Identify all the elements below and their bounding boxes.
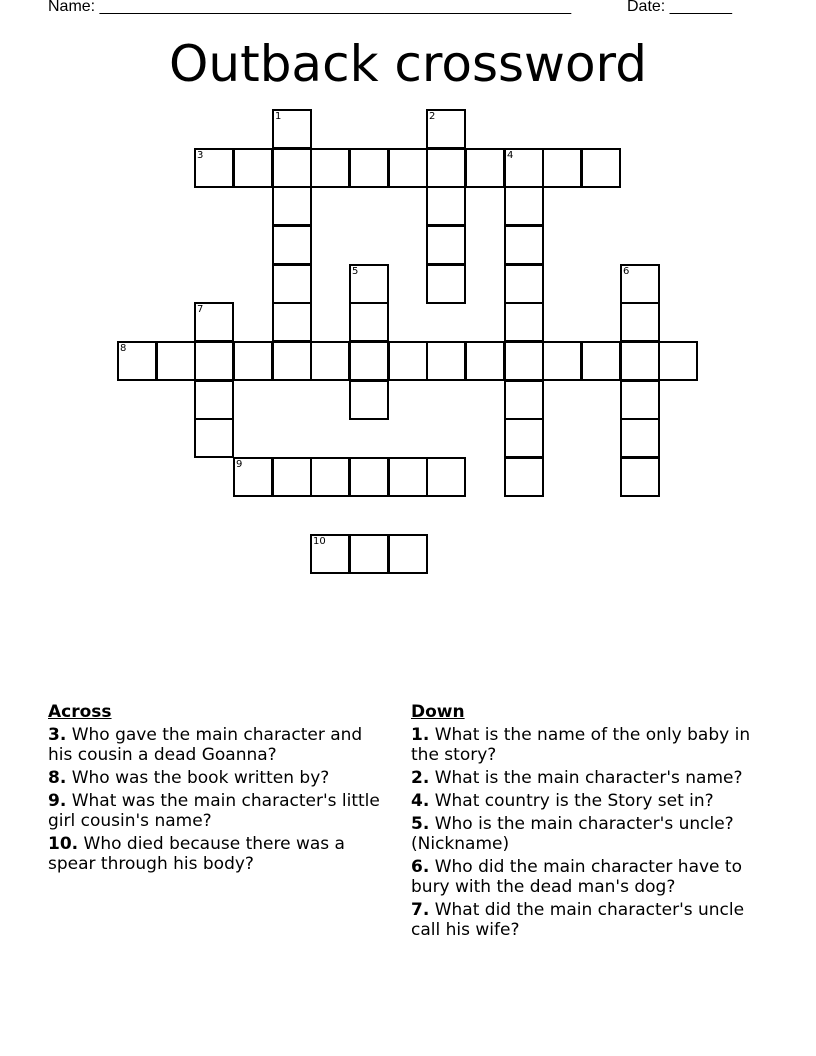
- clue-item-text: Who is the main character's uncle? (Nickname): [411, 814, 734, 854]
- grid-cell[interactable]: [388, 457, 428, 497]
- grid-cell[interactable]: [310, 457, 350, 497]
- grid-cell[interactable]: [426, 109, 466, 149]
- grid-cell[interactable]: [620, 418, 660, 458]
- clue-number: 7: [197, 304, 204, 315]
- clue-item: [48, 768, 383, 788]
- grid-cell[interactable]: [349, 341, 389, 381]
- grid-cell[interactable]: [117, 341, 157, 381]
- grid-cell[interactable]: [504, 186, 544, 226]
- clue-number: 9: [236, 459, 243, 470]
- clue-number: 8: [120, 343, 127, 354]
- grid-cell[interactable]: [658, 341, 698, 381]
- grid-cell[interactable]: [156, 341, 196, 381]
- grid-cell[interactable]: [426, 186, 466, 226]
- grid-cell[interactable]: [233, 341, 273, 381]
- clue-number: 1: [275, 111, 282, 122]
- clue-number: 3: [197, 150, 204, 161]
- grid-cell[interactable]: [465, 148, 505, 188]
- grid-cell[interactable]: [194, 341, 234, 381]
- clue-item-number: 1.: [411, 725, 430, 745]
- clue-item: [411, 791, 756, 811]
- grid-cell[interactable]: [349, 457, 389, 497]
- down-clues: [411, 702, 756, 943]
- grid-cell[interactable]: [504, 341, 544, 381]
- grid-cell[interactable]: [542, 341, 582, 381]
- grid-cell[interactable]: [272, 302, 312, 342]
- grid-cell[interactable]: [194, 418, 234, 458]
- grid-cell[interactable]: [349, 534, 389, 574]
- name-field-label: Name: _____________________________________________________: [48, 0, 572, 15]
- clue-item-number: 2.: [411, 768, 430, 788]
- down-clue-list: [411, 725, 756, 940]
- clue-number: 5: [352, 266, 359, 277]
- clue-item: [48, 725, 383, 765]
- clue-item-text: Who did the main character have to bury with the dead man's dog?: [411, 857, 742, 897]
- clue-number: 2: [429, 111, 436, 122]
- grid-cell[interactable]: [620, 457, 660, 497]
- grid-cell[interactable]: [581, 148, 621, 188]
- clue-item-text: What did the main character's uncle call his wife?: [411, 900, 745, 940]
- grid-cell[interactable]: [504, 225, 544, 265]
- clue-number: 4: [507, 150, 514, 161]
- grid-cell[interactable]: [504, 457, 544, 497]
- across-clues: [48, 702, 383, 877]
- grid-cell[interactable]: [504, 418, 544, 458]
- grid-cell[interactable]: [272, 264, 312, 304]
- clue-item-number: 8.: [48, 768, 67, 788]
- clue-item-text: What was the main character's little girl cousin's name?: [48, 791, 380, 831]
- clue-number: 10: [313, 536, 326, 547]
- grid-cell[interactable]: [349, 148, 389, 188]
- grid-cell[interactable]: [504, 302, 544, 342]
- clue-item-text: Who was the book written by?: [71, 768, 330, 788]
- grid-cell[interactable]: [233, 148, 273, 188]
- clue-item: [48, 791, 383, 831]
- grid-cell[interactable]: [581, 341, 621, 381]
- grid-cell[interactable]: [272, 225, 312, 265]
- grid-cell[interactable]: [272, 109, 312, 149]
- clue-item: [411, 725, 756, 765]
- grid-cell[interactable]: [426, 341, 466, 381]
- clue-item: [411, 857, 756, 897]
- clue-item-text: What is the name of the only baby in the story?: [411, 725, 751, 765]
- grid-cell[interactable]: [272, 457, 312, 497]
- clue-item-text: Who died because there was a spear through his body?: [48, 834, 345, 874]
- down-heading: Down: [411, 702, 465, 722]
- grid-cell[interactable]: [310, 534, 350, 574]
- grid-cell[interactable]: [388, 148, 428, 188]
- grid-cell[interactable]: [620, 302, 660, 342]
- grid-cell[interactable]: [388, 341, 428, 381]
- grid-cell[interactable]: [272, 148, 312, 188]
- grid-cell[interactable]: [194, 302, 234, 342]
- grid-cell[interactable]: [349, 264, 389, 304]
- clue-item-text: What is the main character's name?: [434, 768, 743, 788]
- clue-item: [411, 814, 756, 854]
- date-field-label: Date: _______: [627, 0, 732, 15]
- clue-item-number: 5.: [411, 814, 430, 834]
- grid-cell[interactable]: [504, 380, 544, 420]
- grid-cell[interactable]: [542, 148, 582, 188]
- clue-item-number: 6.: [411, 857, 430, 877]
- grid-cell[interactable]: [426, 264, 466, 304]
- grid-cell[interactable]: [620, 264, 660, 304]
- grid-cell[interactable]: [194, 380, 234, 420]
- clue-item-number: 7.: [411, 900, 430, 920]
- grid-cell[interactable]: [388, 534, 428, 574]
- clue-item: [48, 834, 383, 874]
- clue-item-number: 3.: [48, 725, 67, 745]
- grid-cell[interactable]: [465, 341, 505, 381]
- across-clue-list: [48, 725, 383, 874]
- grid-cell[interactable]: [620, 380, 660, 420]
- grid-cell[interactable]: [349, 380, 389, 420]
- grid-cell[interactable]: [620, 341, 660, 381]
- clue-item-number: 9.: [48, 791, 67, 811]
- grid-cell[interactable]: [310, 148, 350, 188]
- clue-number: 6: [623, 266, 630, 277]
- grid-cell[interactable]: [272, 186, 312, 226]
- clue-item: [411, 768, 756, 788]
- grid-cell[interactable]: [233, 457, 273, 497]
- grid-cell[interactable]: [194, 148, 234, 188]
- clue-item-number: 10.: [48, 834, 79, 854]
- clue-item-number: 4.: [411, 791, 430, 811]
- clue-item-text: Who gave the main character and his cousin a dead Goanna?: [48, 725, 363, 765]
- grid-cell[interactable]: [272, 341, 312, 381]
- clue-item: [411, 900, 756, 940]
- clue-item-text: What country is the Story set in?: [434, 791, 714, 811]
- grid-cell[interactable]: [504, 264, 544, 304]
- grid-cell[interactable]: [426, 225, 466, 265]
- grid-cell[interactable]: [349, 302, 389, 342]
- page-title: Outback crossword: [169, 35, 647, 93]
- grid-cell[interactable]: [504, 148, 544, 188]
- grid-cell[interactable]: [426, 148, 466, 188]
- grid-cell[interactable]: [310, 341, 350, 381]
- across-heading: Across: [48, 702, 112, 722]
- grid-cell[interactable]: [426, 457, 466, 497]
